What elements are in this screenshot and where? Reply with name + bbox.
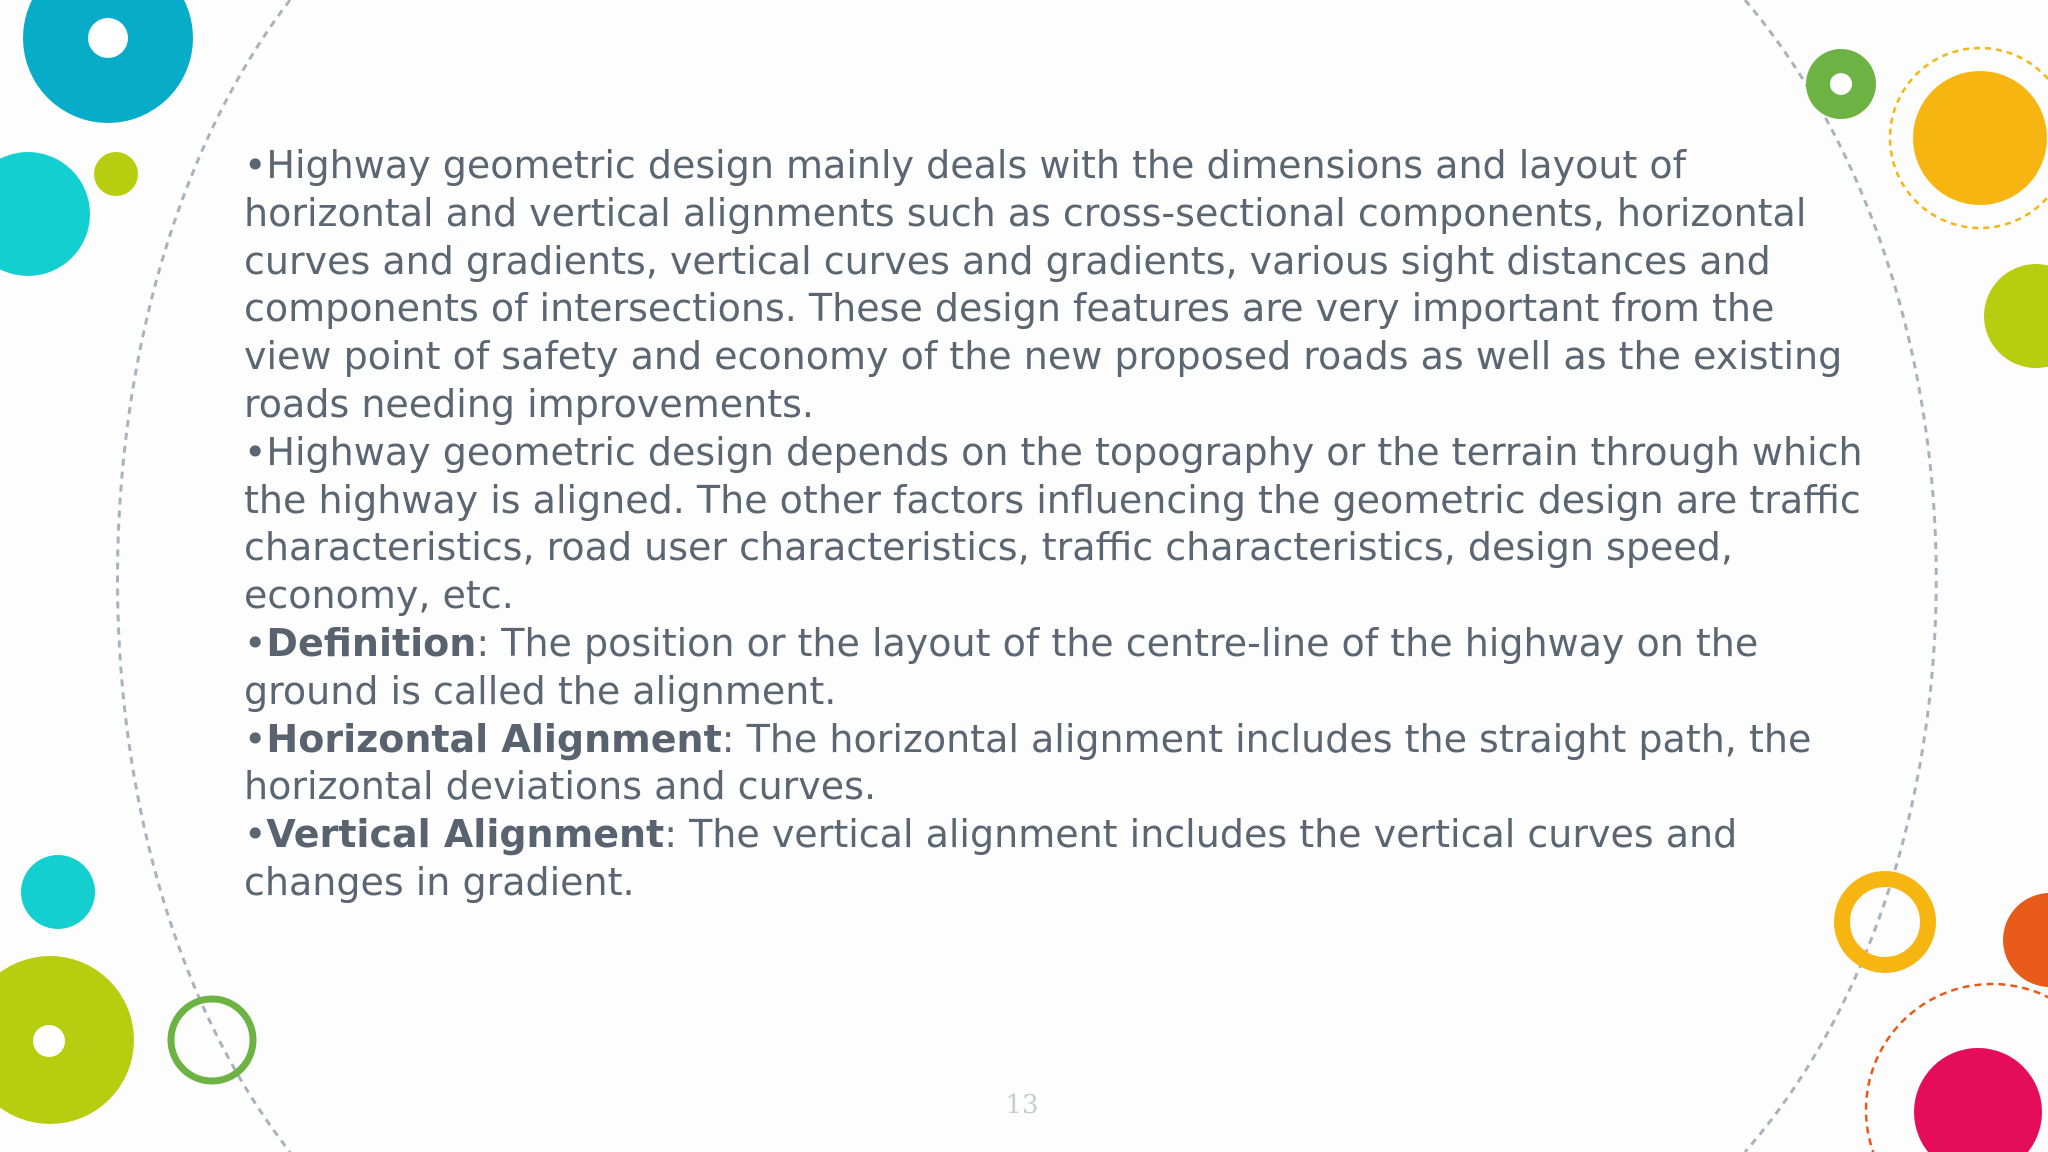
- lime-donut-bottom-left: [0, 956, 134, 1124]
- paragraph-definition: [244, 620, 1864, 716]
- paragraph-geometric-design: [244, 142, 1864, 429]
- teal-donut-hole: [88, 18, 128, 58]
- paragraph-text: : The position or the layout of the centre-line of the highway on the ground is called the alignment.: [244, 620, 1759, 713]
- lime-dot-left: [94, 152, 138, 196]
- paragraph-text: : The vertical alignment includes the vertical curves and changes in gradient.: [244, 812, 1738, 904]
- lime-circle-right: [1984, 264, 2048, 368]
- lime-donut-hole: [33, 1025, 65, 1057]
- slide-number: 13: [1005, 1090, 1039, 1120]
- green-ring-bottom-left: [171, 999, 253, 1081]
- red-orange-circle-right: [2003, 893, 2048, 987]
- paragraph-text: Highway geometric design mainly deals with the dimensions and layout of horizontal and vertical alignments such as cross-sectional components, horizontal curves and gradients, vertical curves and gradients, various sight distances and components of intersections. These design features are very important from the view point of safety and economy of the new proposed roads as well as the existing roads needing improvements.: [244, 143, 1843, 426]
- turquoise-circle-lower-left: [21, 855, 95, 929]
- body-text: [244, 142, 1864, 907]
- paragraph-horizontal-alignment: [244, 716, 1864, 812]
- bullet: •: [244, 620, 267, 665]
- green-donut-hole: [1830, 73, 1852, 95]
- paragraph-design-factors: [244, 429, 1864, 620]
- paragraph-bold-term: Vertical Alignment: [266, 812, 665, 857]
- paragraph-vertical-alignment: [244, 811, 1864, 907]
- bullet: •: [244, 812, 267, 857]
- turquoise-circle-left: [0, 152, 90, 276]
- paragraph-bold-term: Horizontal Alignment: [266, 716, 722, 761]
- magenta-circle-bottom-right: [1914, 1048, 2042, 1152]
- bullet: •: [244, 429, 267, 474]
- paragraph-text: Highway geometric design depends on the topography or the terrain through which the highway is aligned. The other factors influencing the geometric design are traffic characteristics, road user characteristics, traffic characteristics, design speed, economy, etc.: [244, 429, 1863, 618]
- paragraph-bold-term: Definition: [266, 620, 477, 665]
- orange-circle-top-right: [1913, 71, 2047, 205]
- paragraph-text: : The horizontal alignment includes the straight path, the horizontal deviations and curves.: [244, 716, 1812, 809]
- bullet: •: [244, 716, 267, 761]
- bullet: •: [244, 143, 267, 187]
